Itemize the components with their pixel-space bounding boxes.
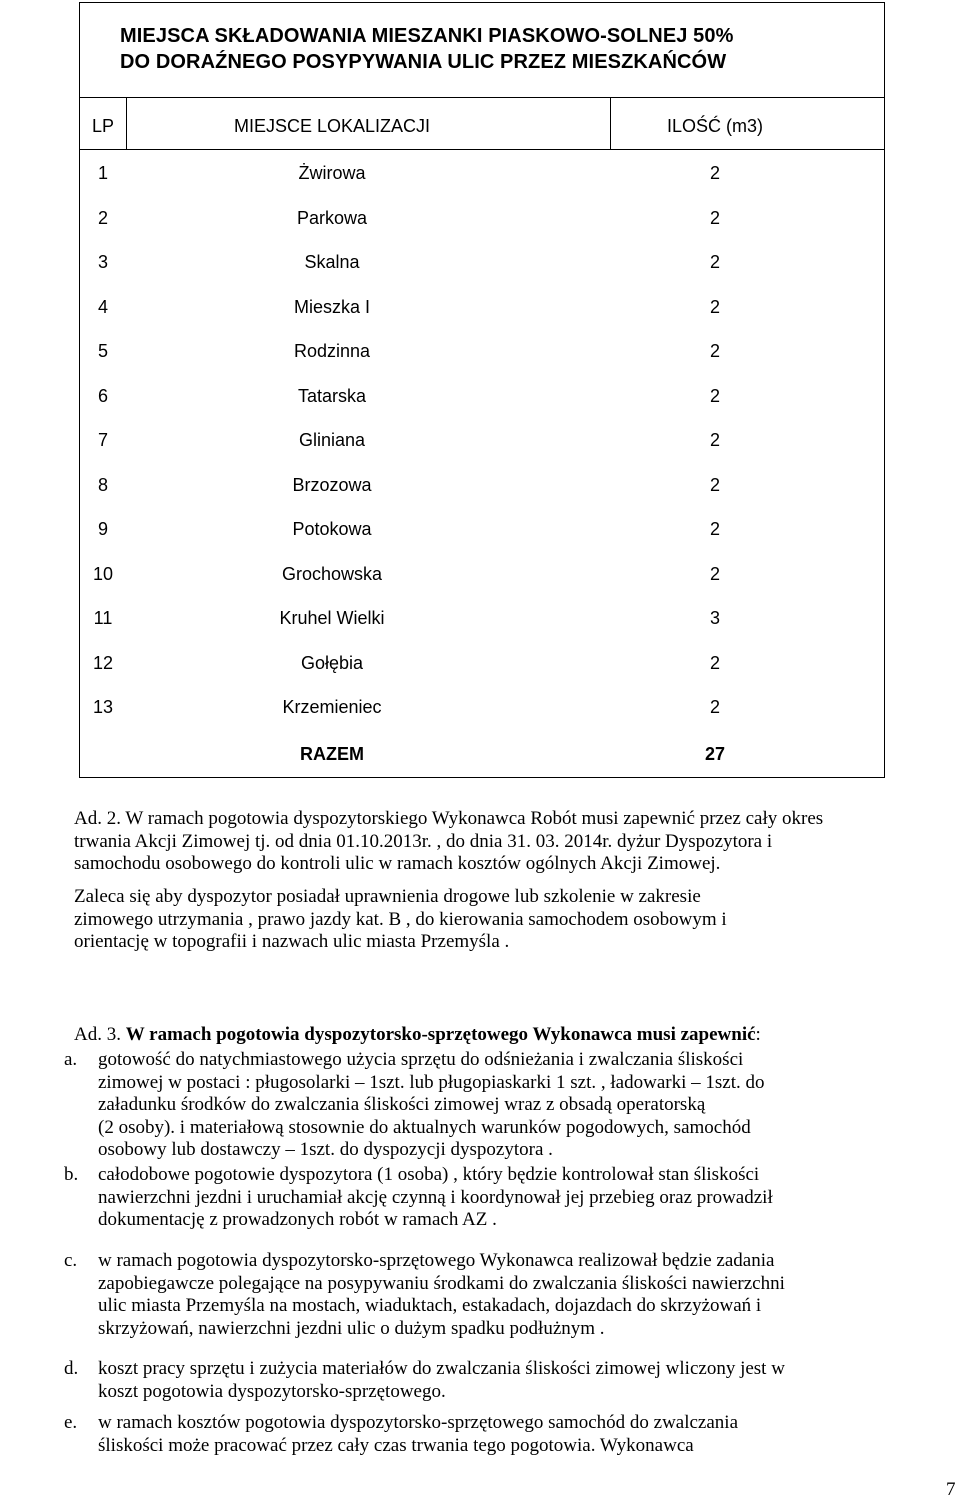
row-lp: 1: [97, 163, 108, 183]
ad2-paragraph-2: [74, 886, 960, 954]
header-lp: LP: [91, 116, 115, 136]
text-line: skrzyżowań, nawierzchni jezdni ulic o dużym spadku podłużnym .: [98, 1317, 605, 1339]
row-quantity: 2: [709, 296, 720, 317]
header-quantity: ILOŚĆ (m3): [666, 116, 763, 136]
text-line: zimowej w postaci : pługosolarki – 1szt. lub pługopiaskarki 1 szt. , ładowarki – 1szt. do: [98, 1071, 765, 1093]
row-lp: 3: [97, 252, 108, 272]
ad3-heading-text: W ramach pogotowia dyspozytorsko-sprzętowego Wykonawca musi zapewnić: [125, 1024, 756, 1045]
table-divider: [126, 97, 127, 149]
row-lp: 12: [92, 652, 114, 673]
text-line: Ad. 2. W ramach pogotowia dyspozytorskiego Wykonawca Robót musi zapewnić przez cały okres: [74, 808, 824, 829]
row-location: Gołębia: [300, 652, 364, 673]
text-line: samochodu osobowego do kontroli ulic w ramach kosztów ogólnych Akcji Zimowej.: [74, 853, 721, 875]
row-location: Krzemieniec: [282, 697, 382, 717]
text-line: gotowość do natychmiastowego użycia sprzętu do odśnieżania i zwalczania śliskości: [98, 1049, 744, 1070]
row-quantity: 2: [709, 652, 720, 673]
row-location: Mieszka I: [293, 296, 371, 317]
row-quantity: 2: [709, 430, 720, 450]
text-line: w ramach kosztów pogotowia dyspozytorsko-sprzętowego samochód do zwalczania: [98, 1412, 739, 1433]
text-line: ulic miasta Przemyśla na mostach, wiaduktach, estakadach, dojazdach do skrzyżowań i: [98, 1295, 762, 1317]
row-lp: 6: [97, 385, 108, 406]
text-line: nawierzchni jezdni i uruchamiał akcję czynną i koordynował jej przebieg oraz prowadził: [98, 1186, 773, 1208]
table-title-line-2: DO DORAŹNEGO POSYPYWANIA ULIC PRZEZ MIESZKAŃCÓW: [120, 51, 727, 73]
list-item-label: c.: [64, 1250, 78, 1271]
row-location: Tatarska: [297, 385, 367, 406]
row-location: Kruhel Wielki: [279, 608, 385, 628]
table-divider: [80, 149, 884, 150]
list-item: [98, 1049, 960, 1162]
list-item: [98, 1412, 960, 1457]
table-divider: [80, 97, 884, 98]
row-location: Grochowska: [281, 563, 383, 584]
ad2-paragraph-1: [74, 808, 960, 876]
row-quantity: 2: [709, 563, 720, 584]
text-line: osobowy lub dostawczy – 1szt. do dyspozycji dyspozytora .: [98, 1139, 553, 1161]
list-item-label: d.: [64, 1358, 79, 1379]
text-line: (2 osoby). i materiałową stosownie do aktualnych warunków pogodowych, samochód: [98, 1116, 751, 1138]
text-line: koszt pracy sprzętu i zużycia materiałów do zwalczania śliskości zimowej wliczony jest w: [98, 1358, 785, 1379]
text-line: orientację w topografii i nazwach ulic miasta Przemyśla .: [74, 931, 510, 953]
list-item-label: a.: [64, 1049, 78, 1070]
table-title-line-1: MIEJSCA SKŁADOWANIA MIESZANKI PIASKOWO-SOLNEJ 50%: [120, 25, 734, 47]
storage-table: [79, 2, 885, 778]
text-line: śliskości może pracować przez cały czas trwania tego pogotowia. Wykonawca: [98, 1434, 694, 1456]
text-line: zapobiegawcze polegające na posypywaniu środkami do zwalczania śliskości nawierzchni: [98, 1272, 785, 1294]
row-quantity: 2: [709, 207, 720, 228]
text-line: załadunku środków do zwalczania śliskości zimowej wraz z obsadą operatorską: [98, 1094, 706, 1116]
row-quantity: 3: [709, 608, 720, 628]
list-item: [98, 1250, 960, 1340]
text-line: w ramach pogotowia dyspozytorsko-sprzętowego Wykonawca realizował będzie zadania: [98, 1250, 775, 1271]
row-location: Gliniana: [298, 430, 366, 450]
row-location: Potokowa: [292, 519, 372, 539]
row-lp: 2: [97, 207, 108, 228]
row-quantity: 2: [709, 341, 720, 361]
row-lp: 11: [93, 608, 113, 628]
row-lp: 7: [97, 430, 108, 450]
row-quantity: 2: [709, 385, 720, 406]
list-item: [98, 1358, 960, 1403]
row-quantity: 2: [709, 697, 720, 717]
row-location: Brzozowa: [292, 474, 372, 495]
row-lp: 4: [97, 296, 108, 317]
row-location: Parkowa: [296, 207, 368, 228]
row-lp: 8: [97, 474, 108, 495]
row-lp: 10: [92, 563, 114, 584]
row-quantity: 2: [709, 519, 720, 539]
total-label: RAZEM: [300, 744, 364, 764]
ad3-heading: [74, 1024, 761, 1047]
row-quantity: 2: [709, 163, 720, 183]
row-quantity: 2: [709, 474, 720, 495]
text-line: zimowego utrzymania , prawo jazdy kat. B , do kierowania samochodem osobowym i: [74, 908, 727, 930]
table-title: [120, 23, 860, 75]
ad3-colon: :: [755, 1024, 761, 1045]
ad3-prefix: Ad. 3.: [74, 1024, 121, 1045]
header-location: MIEJSCE LOKALIZACJI: [233, 116, 431, 136]
total-value: 27: [704, 744, 726, 764]
text-line: koszt pogotowia dyspozytorsko-sprzętowego.: [98, 1380, 446, 1402]
row-location: Rodzinna: [293, 341, 371, 361]
row-location: Skalna: [304, 252, 360, 272]
list-item-label: b.: [64, 1164, 79, 1185]
text-line: całodobowe pogotowie dyspozytora (1 osoba) , który będzie kontrolował stan śliskości: [98, 1164, 760, 1185]
row-location: Żwirowa: [298, 163, 366, 183]
text-line: trwania Akcji Zimowej tj. od dnia 01.10.2013r. , do dnia 31. 03. 2014r. dyżur Dyspozytora i: [74, 830, 773, 852]
row-lp: 13: [92, 697, 114, 717]
text-line: Zaleca się aby dyspozytor posiadał uprawnienia drogowe lub szkolenie w zakresie: [74, 886, 701, 907]
text-line: dokumentację z prowadzonych robót w ramach AZ .: [98, 1209, 497, 1231]
list-item-label: e.: [64, 1412, 78, 1433]
list-item: [98, 1164, 960, 1232]
row-lp: 9: [97, 519, 108, 539]
row-quantity: 2: [709, 252, 720, 272]
row-lp: 5: [97, 341, 108, 361]
page-number: 7: [946, 1479, 956, 1500]
